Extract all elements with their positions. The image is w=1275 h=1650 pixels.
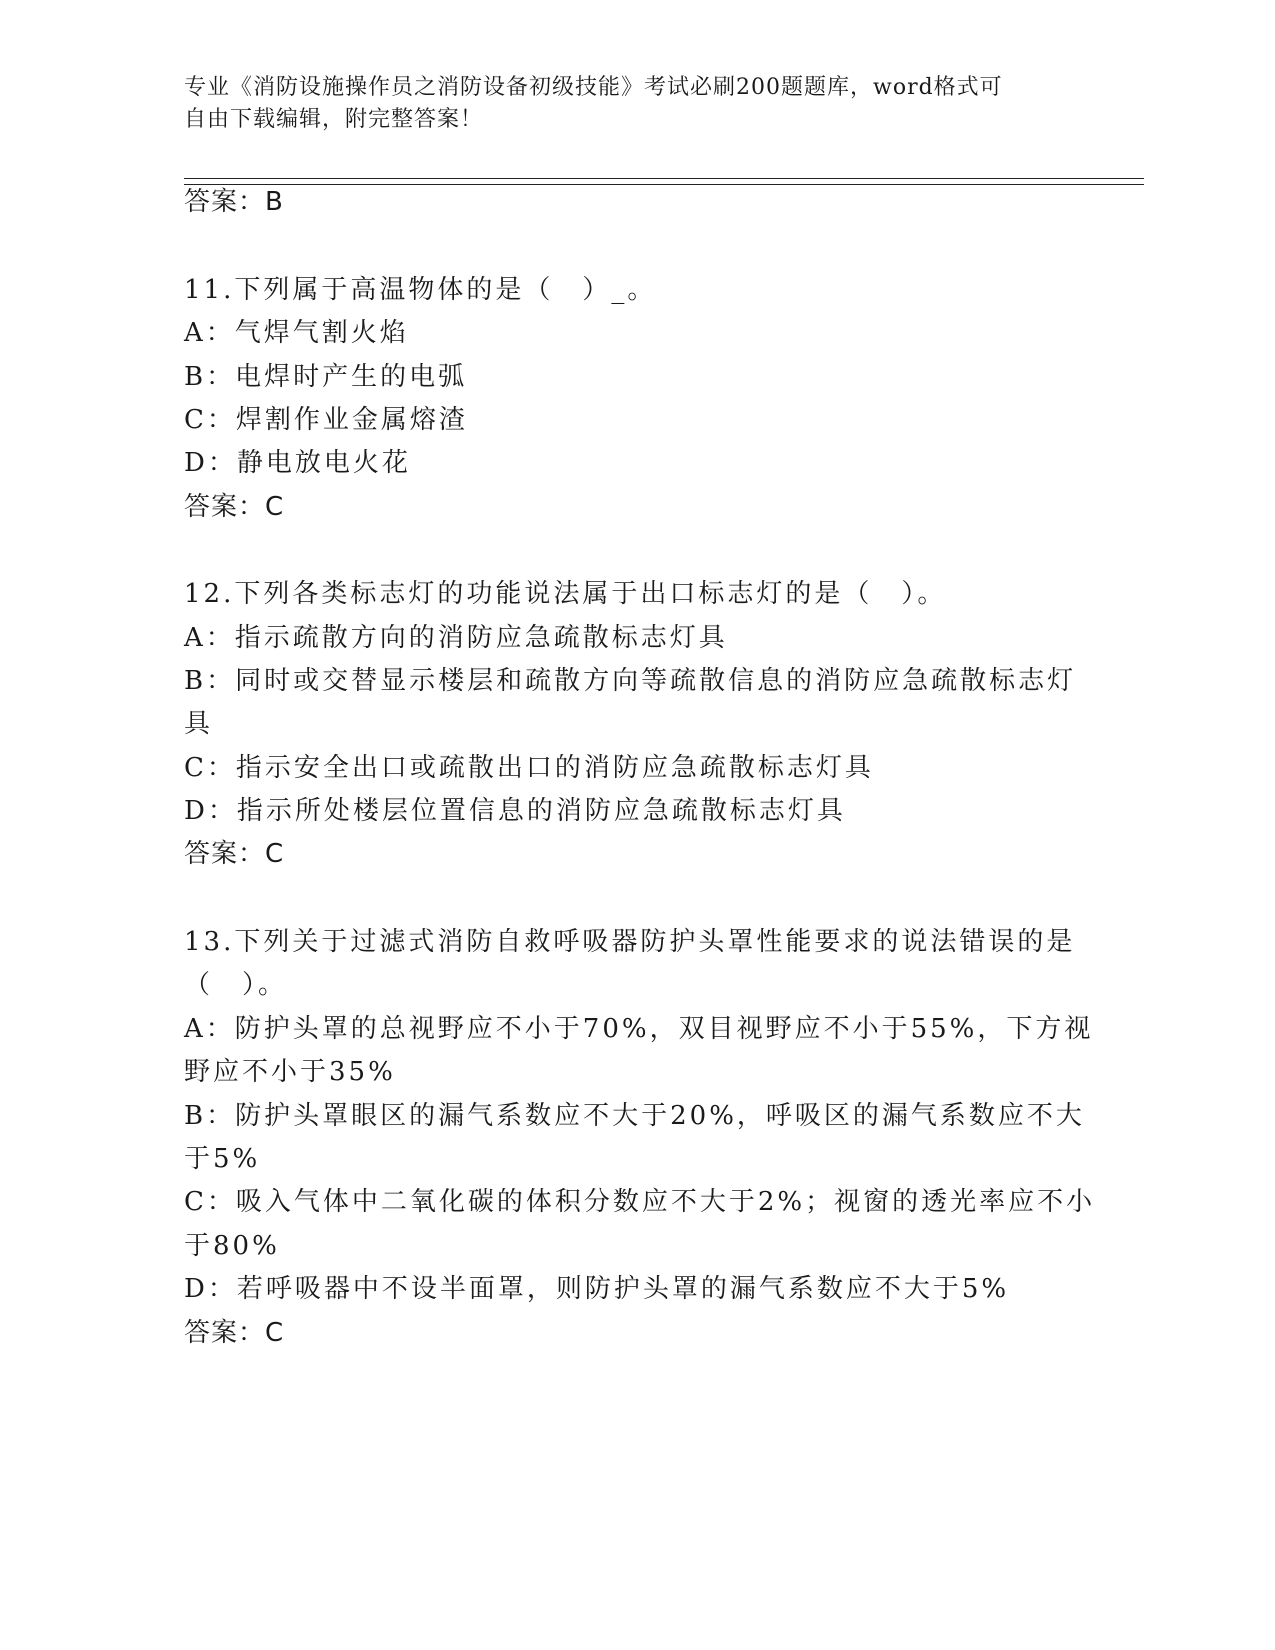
- header-line-1: 专业《消防设施操作员之消防设备初级技能》考试必刷200题题库，word格式可: [184, 75, 1003, 100]
- q12-answer: 答案：C: [184, 839, 285, 869]
- q12-stem: 12.下列各类标志灯的功能说法属于出口标志灯的是（ ）。: [184, 579, 947, 609]
- header-line-2: 自由下载编辑，附完整答案！: [184, 107, 484, 132]
- q13-answer: 答案：C: [184, 1318, 285, 1348]
- q13-stem-line-1: 13.下列关于过滤式消防自救呼吸器防护头罩性能要求的说法错误的是: [184, 927, 1076, 957]
- q12-option-b-line-2: 具: [184, 709, 214, 739]
- q13-option-c-line-1: C：吸入气体中二氧化碳的体积分数应不大于2%；视窗的透光率应不小: [184, 1187, 1096, 1217]
- q12-option-c: C：指示安全出口或疏散出口的消防应急疏散标志灯具: [184, 753, 874, 783]
- q13-option-a-line-2: 野应不小于35%: [184, 1057, 396, 1087]
- q11-answer: 答案：C: [184, 492, 285, 522]
- q13-stem-line-2: （ ）。: [184, 970, 288, 1000]
- q13-option-d: D：若呼吸器中不设半面罩，则防护头罩的漏气系数应不大于5%: [184, 1274, 1010, 1304]
- q13-option-c-line-2: 于80%: [184, 1231, 280, 1261]
- q11-stem: 11.下列属于高温物体的是（ ）_。: [184, 275, 657, 305]
- document-header: [184, 72, 1064, 136]
- q11-option-d: D：静电放电火花: [184, 448, 411, 478]
- q12-option-d: D：指示所处楼层位置信息的消防应急疏散标志灯具: [184, 796, 846, 826]
- q13-option-b-line-1: B：防护头罩眼区的漏气系数应不大于20%，呼吸区的漏气系数应不大: [184, 1101, 1085, 1131]
- q12-option-a: A：指示疏散方向的消防应急疏散标志灯具: [184, 623, 728, 653]
- q11-option-b: B：电焊时产生的电弧: [184, 362, 468, 392]
- q13-option-a-line-1: A：防护头罩的总视野应不小于70%，双目视野应不小于55%，下方视: [184, 1014, 1094, 1044]
- q11-option-c: C：焊割作业金属熔渣: [184, 405, 468, 435]
- header-divider-top: [184, 178, 1144, 179]
- previous-answer: 答案：B: [184, 187, 284, 217]
- q11-option-a: A：气焊气割火焰: [184, 318, 409, 348]
- q13-option-b-line-2: 于5%: [184, 1144, 261, 1174]
- q12-option-b-line-1: B：同时或交替显示楼层和疏散方向等疏散信息的消防应急疏散标志灯: [184, 666, 1077, 696]
